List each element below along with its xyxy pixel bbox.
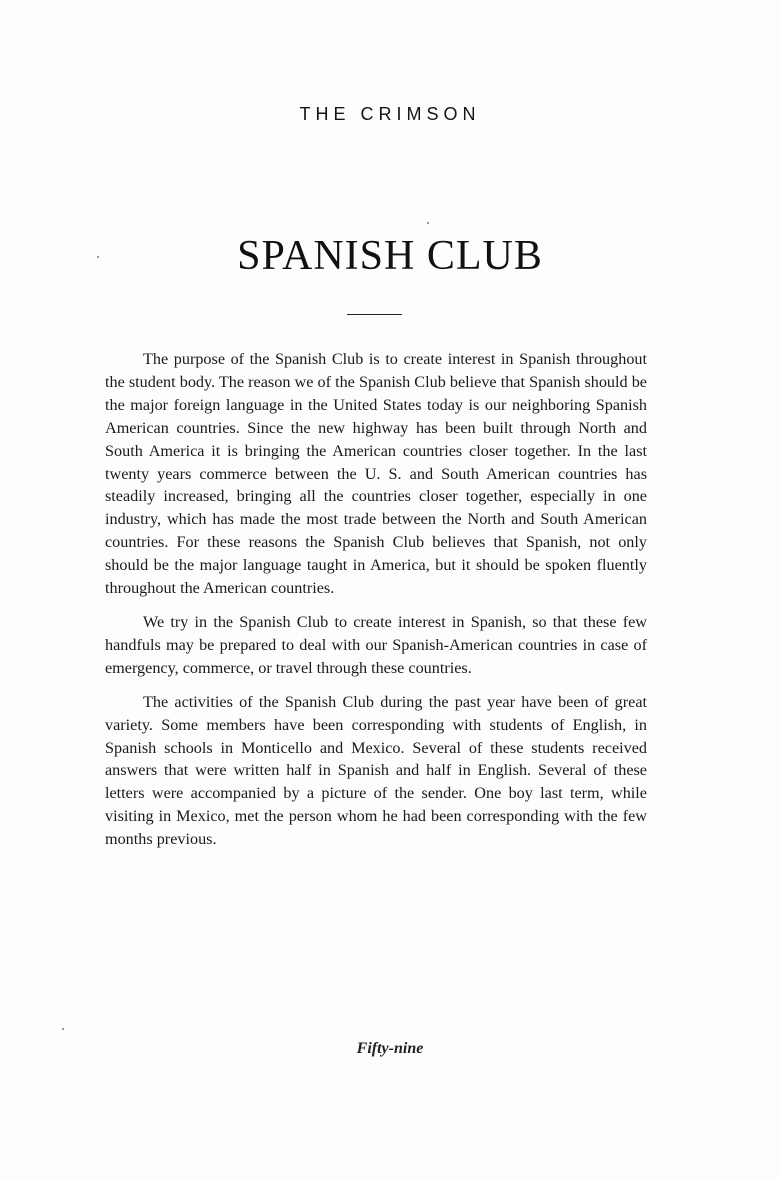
- running-head: THE CRIMSON: [299, 104, 481, 124]
- print-speck: [97, 256, 99, 258]
- page-title: SPANISH CLUB: [237, 233, 543, 279]
- print-speck: [62, 1028, 64, 1030]
- print-speck: [427, 222, 429, 224]
- title-divider: [347, 314, 402, 315]
- page-number: Fifty-nine: [356, 1040, 424, 1057]
- paragraph-purpose: The purpose of the Spanish Club is to create interest in Spanish throughout the student body. The reason we of the Spanish Club believe that Spanish should be the major foreign language in the United States today is our neighboring Spanish American countries. Since the new highway has been built through North and South America it is bringing the American countries closer together. In the last twenty years commerce between the U. S. and South American countries has steadily increased, bringing all the countries closer together, especially in one industry, which has made the most trade between the North and South American countries. For these reasons the Spanish Club believes that Spanish, not only should be the major language taught in America, but it should be spoken fluently throughout the American countries.: [105, 350, 647, 598]
- paragraph-interest: We try in the Spanish Club to create interest in Spanish, so that these few handfuls may be prepared to deal with our Spanish-American countries in case of emergency, commerce, or travel through these countries.: [105, 612, 647, 677]
- paragraph-activities: The activities of the Spanish Club during the past year have been of great variety. Some members have been corresponding with students of English, in Spanish schools in Monticello and Mexico. Several of these students received answers that were written half in Spanish and half in English. Several of these letters were accompanied by a picture of the sender. One boy last term, while visiting in Mexico, met the person whom he had been corresponding with the few months previous.: [105, 692, 647, 849]
- article-body: [105, 348, 647, 862]
